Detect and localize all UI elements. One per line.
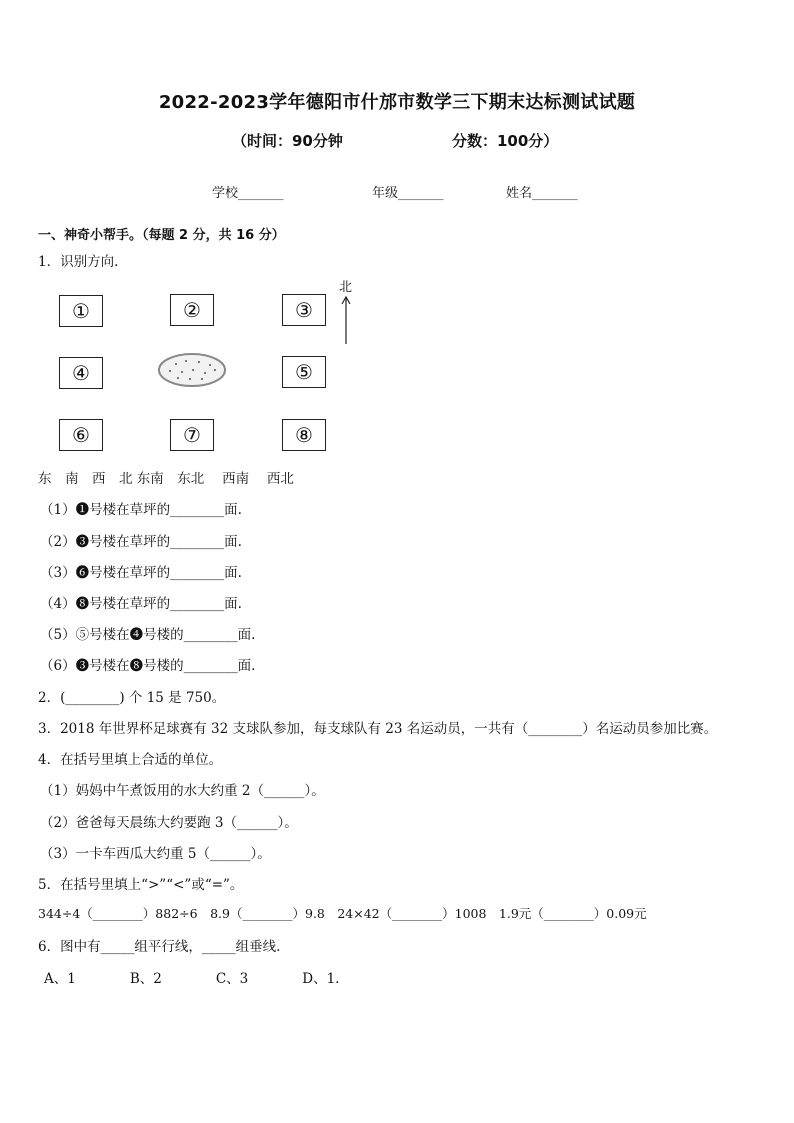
grade-field[interactable]: 年级_______ [372, 186, 444, 201]
building-3-box: ③ [282, 294, 326, 326]
exam-score: 分数：100分） [452, 132, 559, 150]
question-5-comparisons: 344÷4（________）882÷6 8.9（________）9.8 24×42（________）1008 1.9元（________）0.09元 [38, 906, 647, 921]
q4-sub-3: （3）一卡车西瓜大约重 5（______）。 [40, 846, 271, 862]
question-4-stem: 4．在括号里填上合适的单位。 [38, 752, 223, 768]
q1-sub-5: （5）⑤号楼在❹号楼的________面. [40, 627, 256, 643]
building-2-box: ② [170, 294, 214, 326]
q4-sub-2: （2）爸爸每天晨练大约要跑 3（______）。 [40, 815, 298, 831]
building-4-box: ④ [59, 357, 103, 389]
school-field[interactable]: 学校_______ [212, 186, 284, 201]
question-5-stem: 5．在括号里填上“>”“<”或“=”。 [38, 877, 244, 893]
q4-sub-1: （1）妈妈中午煮饭用的水大约重 2（______）。 [40, 783, 325, 799]
exam-time: （时间：90分钟 [232, 132, 343, 150]
name-field[interactable]: 姓名_______ [506, 186, 578, 201]
direction-options: 东 南 西 北 东南 东北 西南 西北 [38, 471, 294, 487]
question-6-options: A、1 B、2 C、3 D、1. [44, 971, 340, 987]
question-1-stem: 1．识别方向. [38, 254, 119, 270]
q1-sub-4: （4）❽号楼在草坪的________面. [40, 596, 242, 612]
building-6-box: ⑥ [59, 419, 103, 451]
section-heading: 一、神奇小帮手。（每题 2 分，共 16 分） [38, 228, 285, 243]
building-8-box: ⑧ [282, 419, 326, 451]
question-3: 3．2018 年世界杯足球赛有 32 支球队参加，每支球队有 23 名运动员，一共有（________）名运动员参加比赛。 [38, 721, 718, 737]
building-1-box: ① [59, 295, 103, 327]
lawn-ellipse [156, 350, 228, 390]
q1-sub-2: （2）❸号楼在草坪的________面. [40, 534, 242, 550]
question-6-stem: 6．图中有_____组平行线，_____组垂线. [38, 939, 281, 955]
page-title: 2022-2023学年德阳市什邡市数学三下期末达标测试试题 [158, 92, 636, 113]
building-7-box: ⑦ [170, 419, 214, 451]
building-5-box: ⑤ [282, 356, 326, 388]
q1-sub-6: （6）❸号楼在❽号楼的________面. [40, 658, 256, 674]
north-label: 北 [339, 280, 353, 295]
question-2: 2．(________) 个 15 是 750。 [38, 690, 226, 706]
q1-sub-1: （1）❶号楼在草坪的________面. [40, 502, 242, 518]
q1-sub-3: （3）❻号楼在草坪的________面. [40, 565, 242, 581]
north-arrow-icon [340, 294, 352, 346]
